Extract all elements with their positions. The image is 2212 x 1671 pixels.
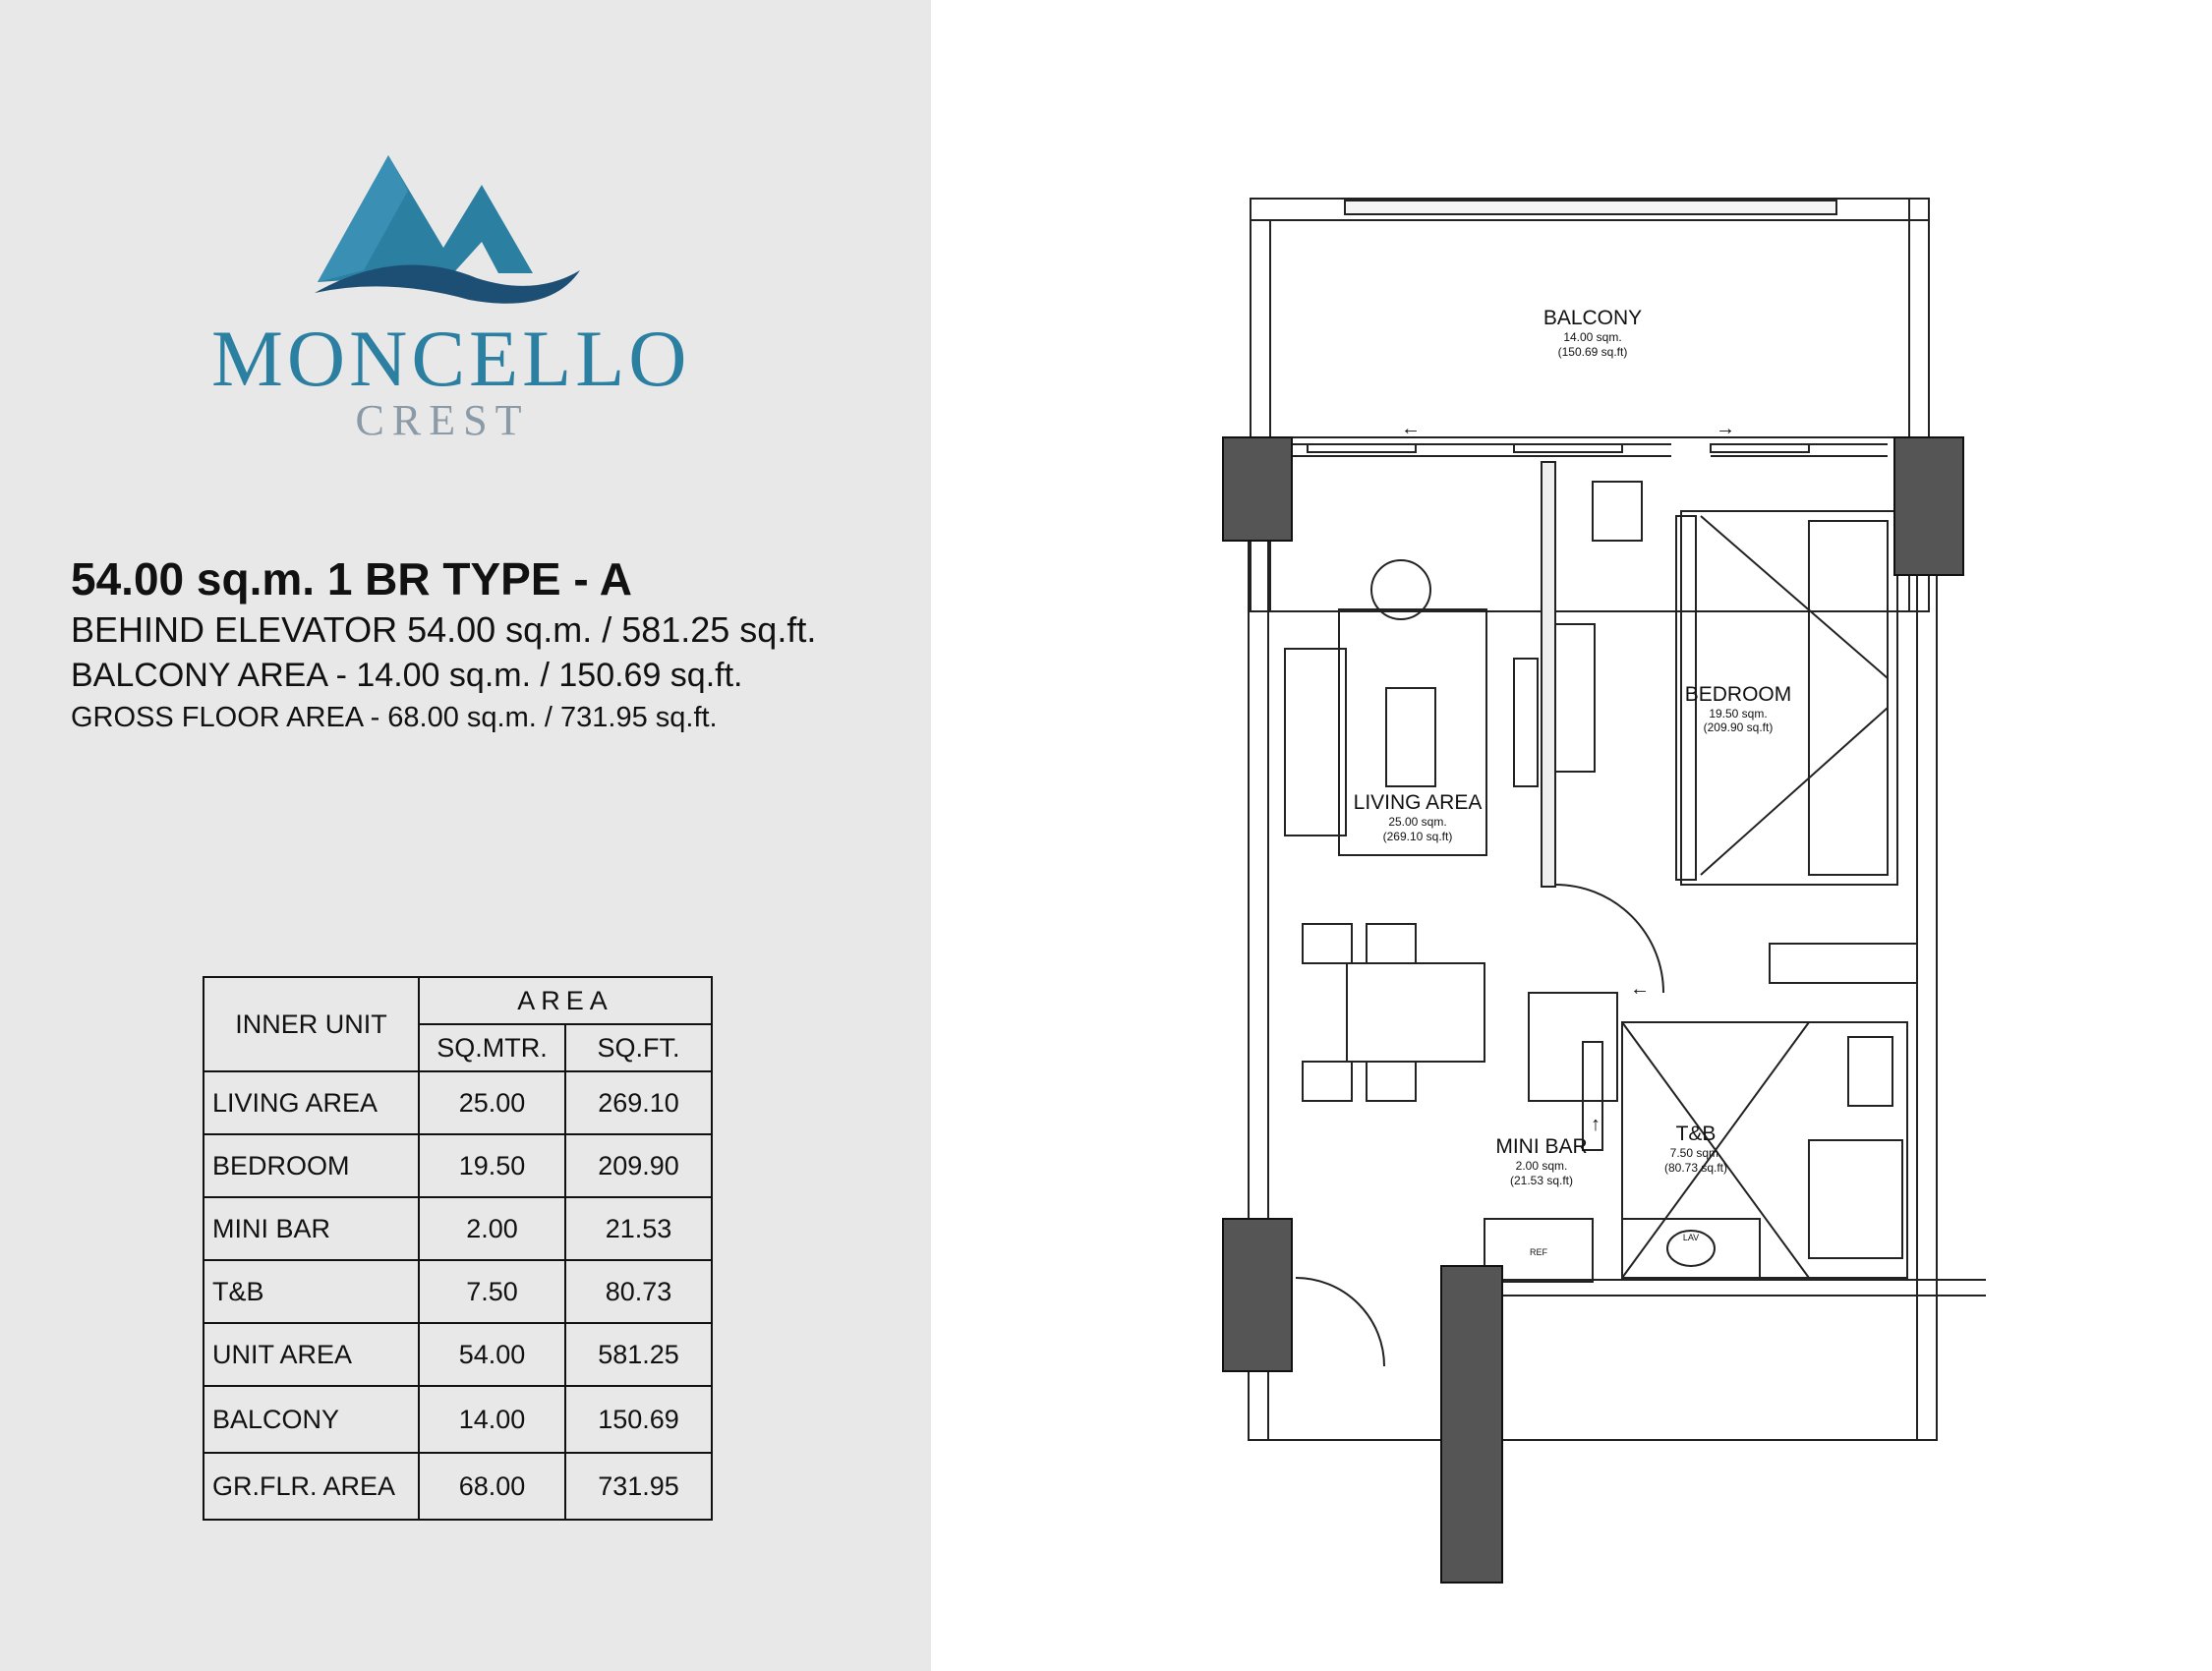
row-sqm: 7.50 [419,1260,565,1323]
table-row [204,1071,712,1134]
row-label: LIVING AREA [204,1071,419,1134]
area-table [203,976,713,1521]
sliding-door [1308,444,1416,452]
kitchen-counter [1770,944,1917,983]
mini-bar-sqm: 2.00 sqm. [1515,1159,1568,1173]
balcony-railing [1345,201,1836,214]
row-sqft: 150.69 [565,1386,712,1453]
table-row [204,1134,712,1197]
table-row [204,1453,712,1520]
dining-chair [1303,924,1352,963]
arrow-left-icon: ← [1401,418,1421,439]
row-label: UNIT AREA [204,1323,419,1386]
row-sqm: 19.50 [419,1134,565,1197]
row-sqft: 731.95 [565,1453,712,1520]
floor-plan [1180,177,1986,1592]
gross-floor-area-line: GROSS FLOOR AREA - 68.00 sq.m. / 731.95 sq.ft. [71,702,718,733]
row-sqft: 80.73 [565,1260,712,1323]
balcony-sqm: 14.00 sqm. [1563,330,1622,344]
header-area: AREA [419,977,712,1024]
row-sqft: 581.25 [565,1323,712,1386]
living-area-label: LIVING AREA [1353,791,1483,814]
tv-console [1514,659,1538,786]
row-sqm: 2.00 [419,1197,565,1260]
unit-title: 54.00 sq.m. 1 BR TYPE - A [71,553,632,605]
mountain-logo-icon [211,147,673,315]
arrow-right-icon: → [1716,418,1735,439]
row-sqft: 209.90 [565,1134,712,1197]
ref-label: REF [1530,1247,1547,1257]
pillows [1809,521,1888,875]
column [1441,1266,1502,1583]
dining-chair [1367,924,1416,963]
dining-chair [1303,1062,1352,1101]
row-sqm: 14.00 [419,1386,565,1453]
desk-chair [1593,482,1642,541]
bedroom-label: BEDROOM [1684,683,1792,706]
brand-name: MONCELLO [211,314,691,403]
brand-subtitle: CREST [355,396,530,444]
row-label: GR.FLR. AREA [204,1453,419,1520]
balcony-sqft: (150.69 sq.ft) [1557,345,1628,359]
row-sqft: 269.10 [565,1071,712,1134]
wardrobe [1555,624,1595,772]
arrow-up-icon: ↑ [1591,1114,1601,1135]
dining-table [1347,963,1484,1062]
row-sqm: 54.00 [419,1323,565,1386]
living-area-sqm: 25.00 sqm. [1388,815,1447,829]
shower [1809,1140,1902,1258]
balcony-area-line: BALCONY AREA - 14.00 sq.m. / 150.69 sq.ft. [71,657,743,694]
table-row [204,1386,712,1453]
lav-label: LAV [1682,1233,1700,1242]
sliding-door [1711,444,1809,452]
table-row [204,1323,712,1386]
row-label: BALCONY [204,1386,419,1453]
arrow-left-icon: ← [1630,978,1650,1000]
mini-bar-sqft: (21.53 sq.ft) [1509,1174,1574,1187]
sliding-door [1514,444,1622,452]
row-label: BEDROOM [204,1134,419,1197]
header-sqft: SQ.FT. [565,1024,712,1071]
coffee-table [1386,688,1435,786]
bathroom [1622,1022,1907,1278]
tb-sqm: 7.50 sqm. [1669,1146,1722,1160]
entry-door-swing [1296,1278,1384,1366]
sofa [1285,649,1346,836]
info-panel [0,0,931,1671]
dining-chair [1367,1062,1416,1101]
tb-label: T&B [1675,1123,1717,1145]
water-closet [1848,1037,1892,1106]
mini-bar-label: MINI BAR [1495,1135,1588,1158]
column [1894,437,1963,575]
mini-bar-counter [1529,993,1617,1101]
column [1223,1219,1292,1371]
table-row [204,1260,712,1323]
behind-elevator-area: BEHIND ELEVATOR 54.00 sq.m. / 581.25 sq.ft. [71,609,817,650]
column [1223,437,1292,541]
living-area-sqft: (269.10 sq.ft) [1382,830,1453,843]
tb-sqft: (80.73 sq.ft) [1663,1161,1728,1175]
header-sqm: SQ.MTR. [419,1024,565,1071]
header-inner-unit: INNER UNIT [204,977,419,1071]
row-sqft: 21.53 [565,1197,712,1260]
row-sqm: 25.00 [419,1071,565,1134]
row-label: MINI BAR [204,1197,419,1260]
brand-logo [211,147,691,444]
balcony-label: BALCONY [1543,307,1643,329]
partition-wall [1542,462,1555,887]
row-label: T&B [204,1260,419,1323]
bedroom-door-swing [1555,885,1663,993]
bedroom-sqft: (209.90 sq.ft) [1703,720,1774,734]
bedroom-sqm: 19.50 sqm. [1709,707,1768,720]
balcony-outline [1251,199,1929,611]
row-sqm: 68.00 [419,1453,565,1520]
table-row [204,1197,712,1260]
